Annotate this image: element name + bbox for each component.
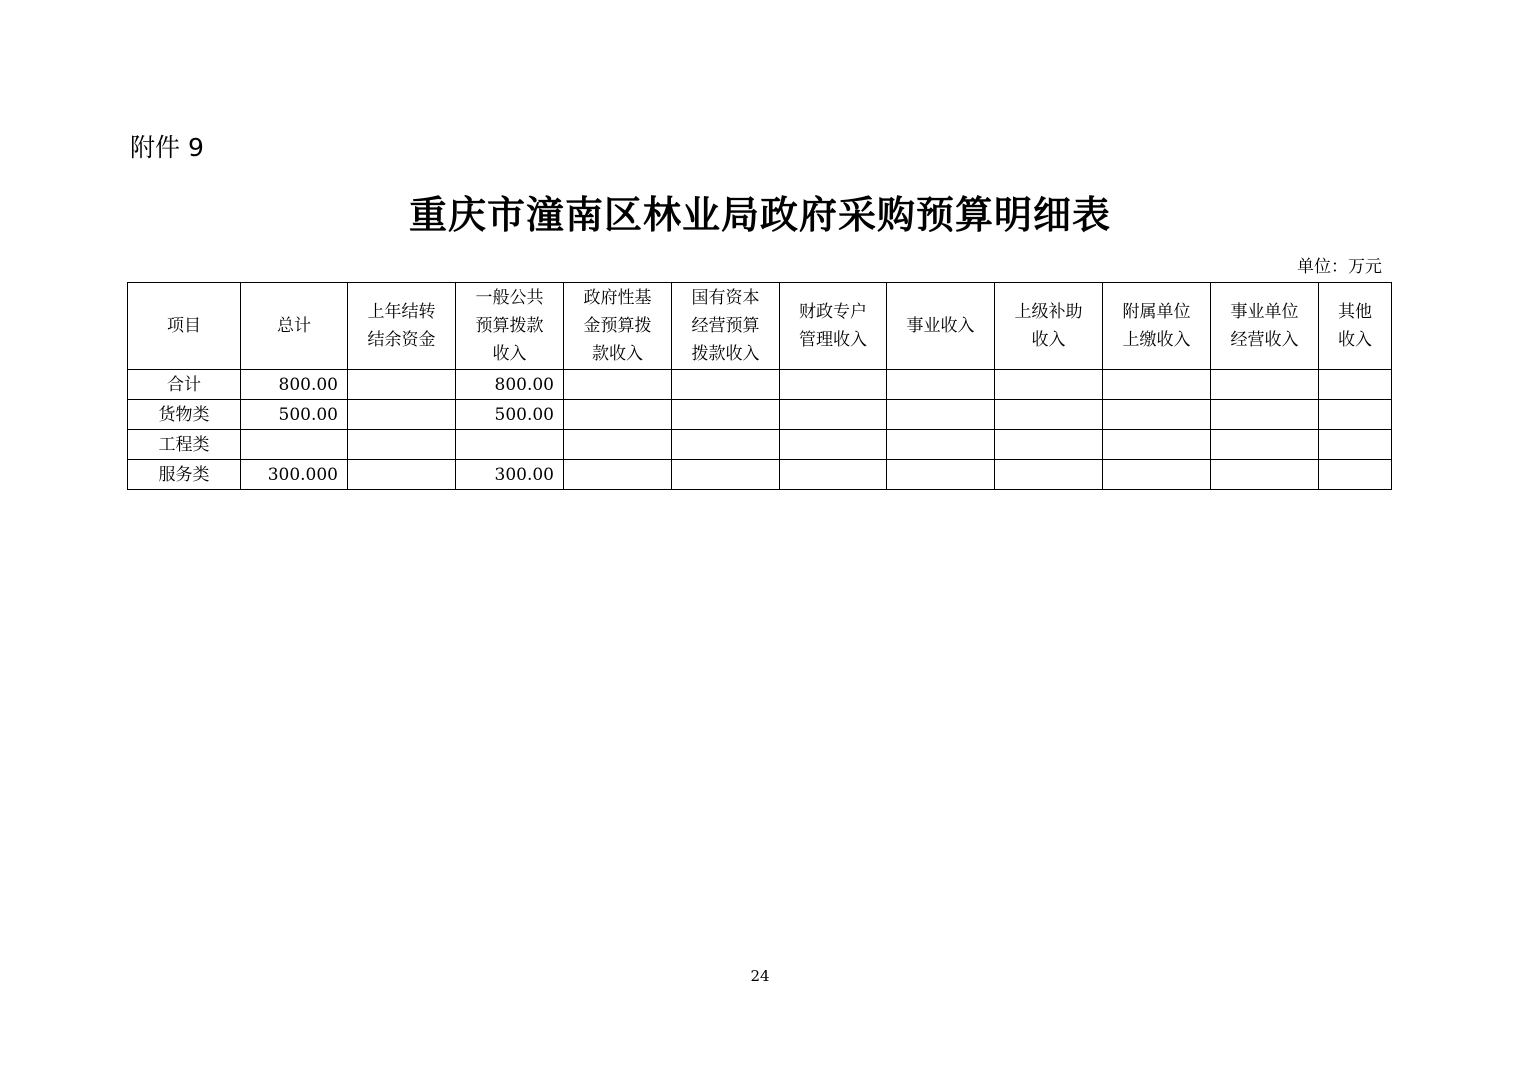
table-cell (348, 400, 456, 430)
table-cell: 工程类 (128, 430, 241, 460)
table-cell: 300.000 (241, 460, 348, 490)
table-cell (564, 460, 672, 490)
table-cell (564, 430, 672, 460)
header-cell-affiliated-payment (1103, 283, 1211, 370)
header-label: 事业单位 经营收入 (1230, 302, 1299, 350)
header-label: 事业收入 (906, 316, 975, 336)
table-row (128, 370, 1392, 400)
header-label: 总计 (277, 316, 311, 336)
header-label: 其他 收入 (1338, 302, 1372, 350)
table-cell (780, 370, 887, 400)
table-cell (887, 430, 995, 460)
table-cell (1103, 460, 1211, 490)
page-number: 24 (750, 967, 770, 985)
header-cell-superior-subsidy (995, 283, 1103, 370)
table-cell (995, 430, 1103, 460)
header-cell-general-budget (456, 283, 564, 370)
table-cell: 300.00 (456, 460, 564, 490)
table-header-row (128, 283, 1392, 370)
table-cell (780, 400, 887, 430)
table-cell (672, 370, 780, 400)
table-row (128, 460, 1392, 490)
table-cell: 800.00 (456, 370, 564, 400)
table-cell (456, 430, 564, 460)
table-cell (348, 370, 456, 400)
table-cell (672, 460, 780, 490)
table-cell (1211, 370, 1319, 400)
attachment-label: 附件 9 (130, 133, 204, 162)
table-cell (1211, 430, 1319, 460)
table-cell (1319, 460, 1392, 490)
table-cell: 合计 (128, 370, 241, 400)
header-cell-item (128, 283, 241, 370)
table-cell (887, 400, 995, 430)
header-label: 附属单位 上缴收入 (1122, 302, 1191, 350)
header-cell-other-income (1319, 283, 1392, 370)
table-cell (887, 370, 995, 400)
table-cell (564, 370, 672, 400)
header-cell-carryover (348, 283, 456, 370)
header-cell-total (241, 283, 348, 370)
header-label: 上年结转 结余资金 (367, 302, 436, 350)
header-label: 上级补助 收入 (1014, 302, 1083, 350)
table-cell (1319, 430, 1392, 460)
table-cell (887, 460, 995, 490)
header-label: 政府性基 金预算拨 款收入 (583, 288, 652, 364)
header-cell-special-account (780, 283, 887, 370)
header-label: 财政专户 管理收入 (799, 302, 867, 350)
table-cell: 500.00 (456, 400, 564, 430)
table-cell (1103, 370, 1211, 400)
table-cell (1319, 400, 1392, 430)
table-cell (348, 430, 456, 460)
table-cell (780, 430, 887, 460)
table-cell (1211, 460, 1319, 490)
table-cell (348, 460, 456, 490)
table-cell (1103, 400, 1211, 430)
table-row (128, 400, 1392, 430)
header-cell-gov-fund (564, 283, 672, 370)
procurement-budget-table (127, 282, 1392, 490)
unit-label: 单位：万元 (1297, 257, 1382, 277)
header-cell-operating-income (1211, 283, 1319, 370)
header-label: 国有资本 经营预算 拨款收入 (691, 288, 760, 364)
table-cell (1211, 400, 1319, 430)
table-row (128, 430, 1392, 460)
document-title: 重庆市潼南区林业局政府采购预算明细表 (408, 192, 1111, 237)
table-cell (1319, 370, 1392, 400)
table-cell (1103, 430, 1211, 460)
table-cell (995, 400, 1103, 430)
table-cell (241, 430, 348, 460)
table-cell (780, 460, 887, 490)
header-label: 一般公共 预算拨款 收入 (475, 288, 544, 364)
table-cell (995, 460, 1103, 490)
header-cell-business-income (887, 283, 995, 370)
table-cell (672, 430, 780, 460)
table-cell (995, 370, 1103, 400)
table-cell: 800.00 (241, 370, 348, 400)
header-label: 项目 (167, 316, 201, 336)
table-cell: 货物类 (128, 400, 241, 430)
table-cell: 500.00 (241, 400, 348, 430)
header-cell-state-capital (672, 283, 780, 370)
table-cell: 服务类 (128, 460, 241, 490)
table-cell (672, 400, 780, 430)
table-cell (564, 400, 672, 430)
